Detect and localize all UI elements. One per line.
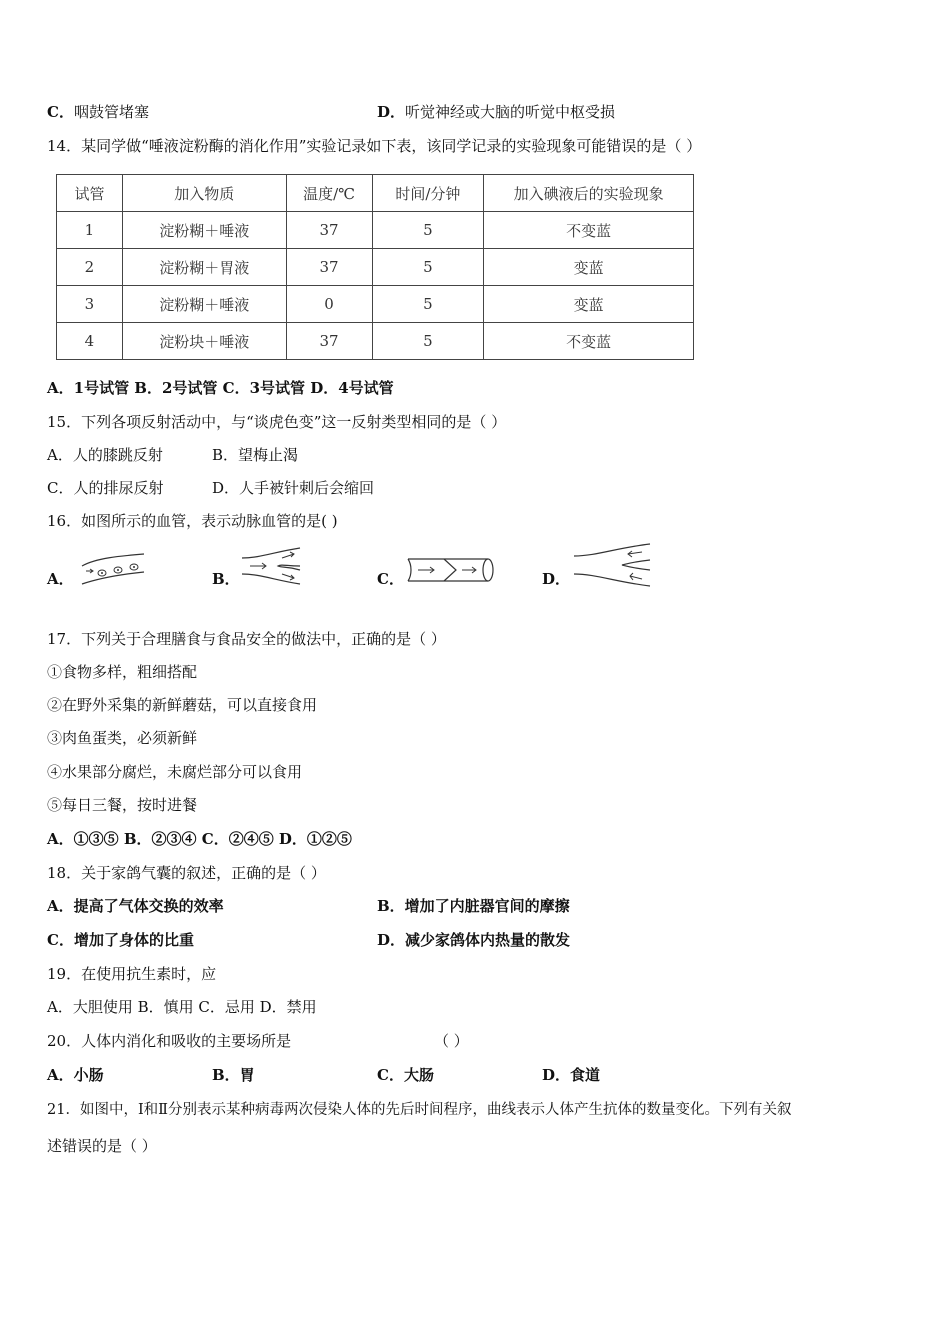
q18-option-d: D．减少家鸽体内热量的散发 xyxy=(377,931,571,949)
q18-option-a: A．提高了气体交换的效率 xyxy=(47,897,224,915)
table-cell: 5 xyxy=(372,249,484,286)
table-cell: 1 xyxy=(57,212,123,249)
q15-option-c: C．人的排尿反射 xyxy=(47,479,164,497)
q20-option-b: B．胃 xyxy=(212,1066,255,1084)
q16-option-a: A． xyxy=(47,570,74,588)
table-header-row xyxy=(57,175,694,212)
table-cell: 淀粉糊＋唾液 xyxy=(122,212,286,249)
experiment-table xyxy=(56,174,694,360)
table-cell: 5 xyxy=(372,286,484,323)
table-cell: 变蓝 xyxy=(484,286,694,323)
table-cell: 3 xyxy=(57,286,123,323)
q20-option-d: D．食道 xyxy=(542,1066,601,1084)
vein-valve-icon xyxy=(404,555,498,585)
q16-option-b: B． xyxy=(212,570,240,588)
vessel-branching-icon xyxy=(240,546,306,586)
q15-option-d: D．人手被针刺后会缩回 xyxy=(212,479,375,497)
q20-option-c: C．大肠 xyxy=(377,1066,434,1084)
q13-option-c: C．咽鼓管堵塞 xyxy=(47,103,149,121)
table-row xyxy=(57,249,694,286)
q14-stem: 14．某同学做“唾液淀粉酶的消化作用”实验记录如下表，该同学记录的实验现象可能错误的是（ ） xyxy=(47,137,702,155)
q15-option-a: A．人的膝跳反射 xyxy=(47,446,163,464)
table-row xyxy=(57,323,694,360)
q18-option-c: C．增加了身体的比重 xyxy=(47,931,194,949)
table-cell: 37 xyxy=(286,323,372,360)
q13-option-d: D．听觉神经或大脑的听觉中枢受损 xyxy=(377,103,616,121)
table-cell: 淀粉块＋唾液 xyxy=(122,323,286,360)
q18-option-b: B．增加了内脏器官间的摩擦 xyxy=(377,897,570,915)
q21-stem-line2: 述错误的是（ ） xyxy=(47,1137,157,1155)
table-header-cell: 加入碘液后的实验现象 xyxy=(484,175,694,212)
q19-options: A．大胆使用 B．慎用 C．忌用 D．禁用 xyxy=(47,998,317,1016)
table-cell: 37 xyxy=(286,249,372,286)
table-cell: 不变蓝 xyxy=(484,323,694,360)
table-cell: 5 xyxy=(372,212,484,249)
capillary-vessel-icon xyxy=(80,552,146,588)
table-cell: 淀粉糊＋唾液 xyxy=(122,286,286,323)
table-cell: 5 xyxy=(372,323,484,360)
q17-options: A．①③⑤ B．②③④ C．②④⑤ D．①②⑤ xyxy=(47,830,352,848)
table-row xyxy=(57,212,694,249)
q20-paren: （ ） xyxy=(434,1032,469,1050)
table-header-cell: 时间/分钟 xyxy=(372,175,484,212)
table-header-cell: 温度/℃ xyxy=(286,175,372,212)
q17-item-4: ④水果部分腐烂，未腐烂部分可以食用 xyxy=(47,763,303,781)
table-cell: 37 xyxy=(286,212,372,249)
table-cell: 变蓝 xyxy=(484,249,694,286)
q15-stem: 15．下列各项反射活动中，与“谈虎色变”这一反射类型相同的是（ ） xyxy=(47,413,507,431)
table-cell: 淀粉糊＋胃液 xyxy=(122,249,286,286)
q17-item-1: ①食物多样，粗细搭配 xyxy=(47,663,198,681)
q17-item-5: ⑤每日三餐，按时进餐 xyxy=(47,796,198,814)
q17-item-3: ③肉鱼蛋类，必须新鲜 xyxy=(47,729,198,747)
q14-options: A．1号试管 B．2号试管 C．3号试管 D．4号试管 xyxy=(47,379,394,397)
q17-item-2: ②在野外采集的新鲜蘑菇，可以直接食用 xyxy=(47,696,318,714)
table-cell: 不变蓝 xyxy=(484,212,694,249)
q17-stem: 17．下列关于合理膳食与食品安全的做法中，正确的是（ ） xyxy=(47,630,446,648)
q16-option-d: D． xyxy=(542,570,571,588)
q19-stem: 19．在使用抗生素时，应 xyxy=(47,965,217,983)
table-header-cell: 试管 xyxy=(57,175,123,212)
table-header-cell: 加入物质 xyxy=(122,175,286,212)
table-cell: 2 xyxy=(57,249,123,286)
vessel-converging-icon xyxy=(572,542,654,588)
table-row xyxy=(57,286,694,323)
q15-option-b: B．望梅止渴 xyxy=(212,446,299,464)
q16-stem: 16．如图所示的血管，表示动脉血管的是( ) xyxy=(47,512,338,530)
table-cell: 0 xyxy=(286,286,372,323)
q18-stem: 18．关于家鸽气囊的叙述，正确的是（ ） xyxy=(47,864,326,882)
q16-option-c: C． xyxy=(377,570,404,588)
table-cell: 4 xyxy=(57,323,123,360)
q20-stem: 20．人体内消化和吸收的主要场所是 xyxy=(47,1032,292,1050)
q20-option-a: A．小肠 xyxy=(47,1066,104,1084)
q21-stem-line1: 21．如图中，Ⅰ和Ⅱ分别表示某种病毒两次侵染人体的先后时间程序，曲线表示人体产生抗体的数量变化。下列有关叙 xyxy=(47,1102,792,1118)
